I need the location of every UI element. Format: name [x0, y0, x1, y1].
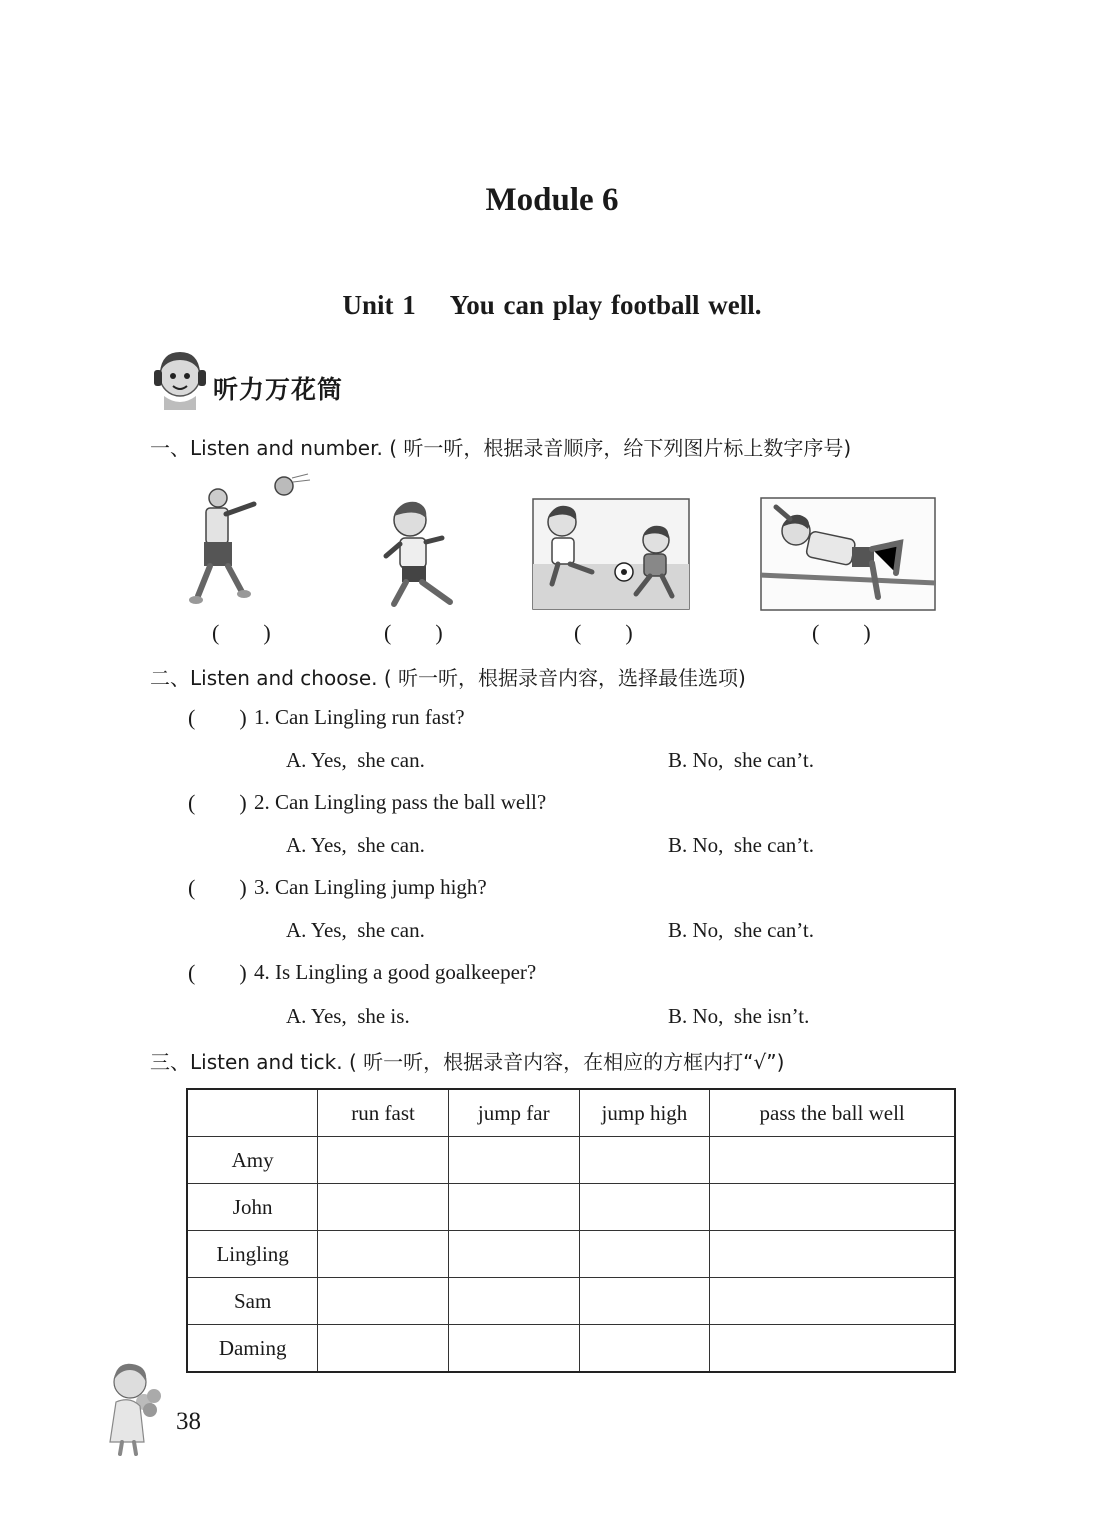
- tick-cell[interactable]: [318, 1231, 449, 1278]
- tick-cell[interactable]: [710, 1278, 955, 1325]
- part1-heading: 一、Listen and number. ( 听一听，根据录音顺序，给下列图片标上数字序号): [150, 436, 852, 460]
- tick-cell[interactable]: [579, 1137, 710, 1184]
- question-1-text: 1. Can Lingling run fast?: [254, 705, 465, 729]
- column-run-fast: run fast: [318, 1089, 449, 1137]
- column-jump-high: jump high: [579, 1089, 710, 1137]
- high-jump-icon: [760, 497, 936, 611]
- column-pass-ball-well: pass the ball well: [710, 1089, 955, 1137]
- tick-cell[interactable]: [710, 1325, 955, 1373]
- boy-headphones-icon: [150, 346, 210, 410]
- row-name-lingling: Lingling: [187, 1231, 318, 1278]
- tick-cell[interactable]: [710, 1137, 955, 1184]
- question-3-text: 3. Can Lingling jump high?: [254, 875, 487, 899]
- picture-2-blank[interactable]: ( ): [384, 620, 443, 645]
- row-name-sam: Sam: [187, 1278, 318, 1325]
- tick-cell[interactable]: [579, 1231, 710, 1278]
- module-title: Module 6: [485, 182, 619, 218]
- table-row: [187, 1231, 955, 1278]
- question-1-option-a[interactable]: A. Yes, she can.: [286, 748, 425, 772]
- table-row: [187, 1184, 955, 1231]
- table-row: [187, 1325, 955, 1373]
- section-title: 听力万花筒: [213, 375, 344, 404]
- tick-cell[interactable]: [318, 1278, 449, 1325]
- question-2-option-b[interactable]: B. No, she can’t.: [668, 833, 815, 857]
- row-name-john: John: [187, 1184, 318, 1231]
- running-boy-icon: [376, 498, 466, 610]
- question-1-option-b[interactable]: B. No, she can’t.: [668, 748, 815, 772]
- tick-cell[interactable]: [448, 1137, 579, 1184]
- picture-4-blank[interactable]: ( ): [812, 620, 871, 645]
- question-3-option-a[interactable]: A. Yes, she can.: [286, 918, 425, 942]
- column-jump-far: jump far: [448, 1089, 579, 1137]
- question-2-text: 2. Can Lingling pass the ball well?: [254, 790, 547, 814]
- question-3-blank[interactable]: ( ): [188, 875, 247, 900]
- tick-cell[interactable]: [579, 1278, 710, 1325]
- page-number: 38: [176, 1408, 201, 1435]
- question-4-option-a[interactable]: A. Yes, she is.: [286, 1004, 410, 1028]
- question-4-text: 4. Is Lingling a good goalkeeper?: [254, 960, 537, 984]
- unit-title: Unit 1 You can play football well.: [342, 290, 762, 320]
- row-name-amy: Amy: [187, 1137, 318, 1184]
- tick-cell[interactable]: [448, 1184, 579, 1231]
- tick-cell[interactable]: [710, 1231, 955, 1278]
- tick-cell[interactable]: [318, 1137, 449, 1184]
- tick-cell[interactable]: [710, 1184, 955, 1231]
- tick-cell[interactable]: [579, 1325, 710, 1373]
- question-4-blank[interactable]: ( ): [188, 960, 247, 985]
- girl-with-flowers-icon: [96, 1358, 168, 1458]
- volleyball-player-icon: [184, 470, 314, 612]
- tick-cell[interactable]: [448, 1325, 579, 1373]
- tick-table: [186, 1088, 956, 1373]
- picture-3-blank[interactable]: ( ): [574, 620, 633, 645]
- tick-cell[interactable]: [579, 1184, 710, 1231]
- table-row: [187, 1278, 955, 1325]
- picture-1-blank[interactable]: ( ): [212, 620, 271, 645]
- table-row: [187, 1137, 955, 1184]
- tick-cell[interactable]: [318, 1184, 449, 1231]
- row-name-daming: Daming: [187, 1325, 318, 1373]
- question-2-blank[interactable]: ( ): [188, 790, 247, 815]
- table-header-row: [187, 1089, 955, 1137]
- tick-cell[interactable]: [448, 1231, 579, 1278]
- table-corner-cell: [187, 1089, 318, 1137]
- tick-cell[interactable]: [318, 1325, 449, 1373]
- question-3-option-b[interactable]: B. No, she can’t.: [668, 918, 815, 942]
- question-4-option-b[interactable]: B. No, she isn’t.: [668, 1004, 810, 1028]
- tick-cell[interactable]: [448, 1278, 579, 1325]
- part3-heading: 三、Listen and tick. ( 听一听，根据录音内容，在相应的方框内打“√”): [150, 1050, 785, 1074]
- question-2-option-a[interactable]: A. Yes, she can.: [286, 833, 425, 857]
- football-players-icon: [532, 498, 690, 610]
- part2-heading: 二、Listen and choose. ( 听一听，根据录音内容，选择最佳选项): [150, 666, 746, 690]
- question-1-blank[interactable]: ( ): [188, 705, 247, 730]
